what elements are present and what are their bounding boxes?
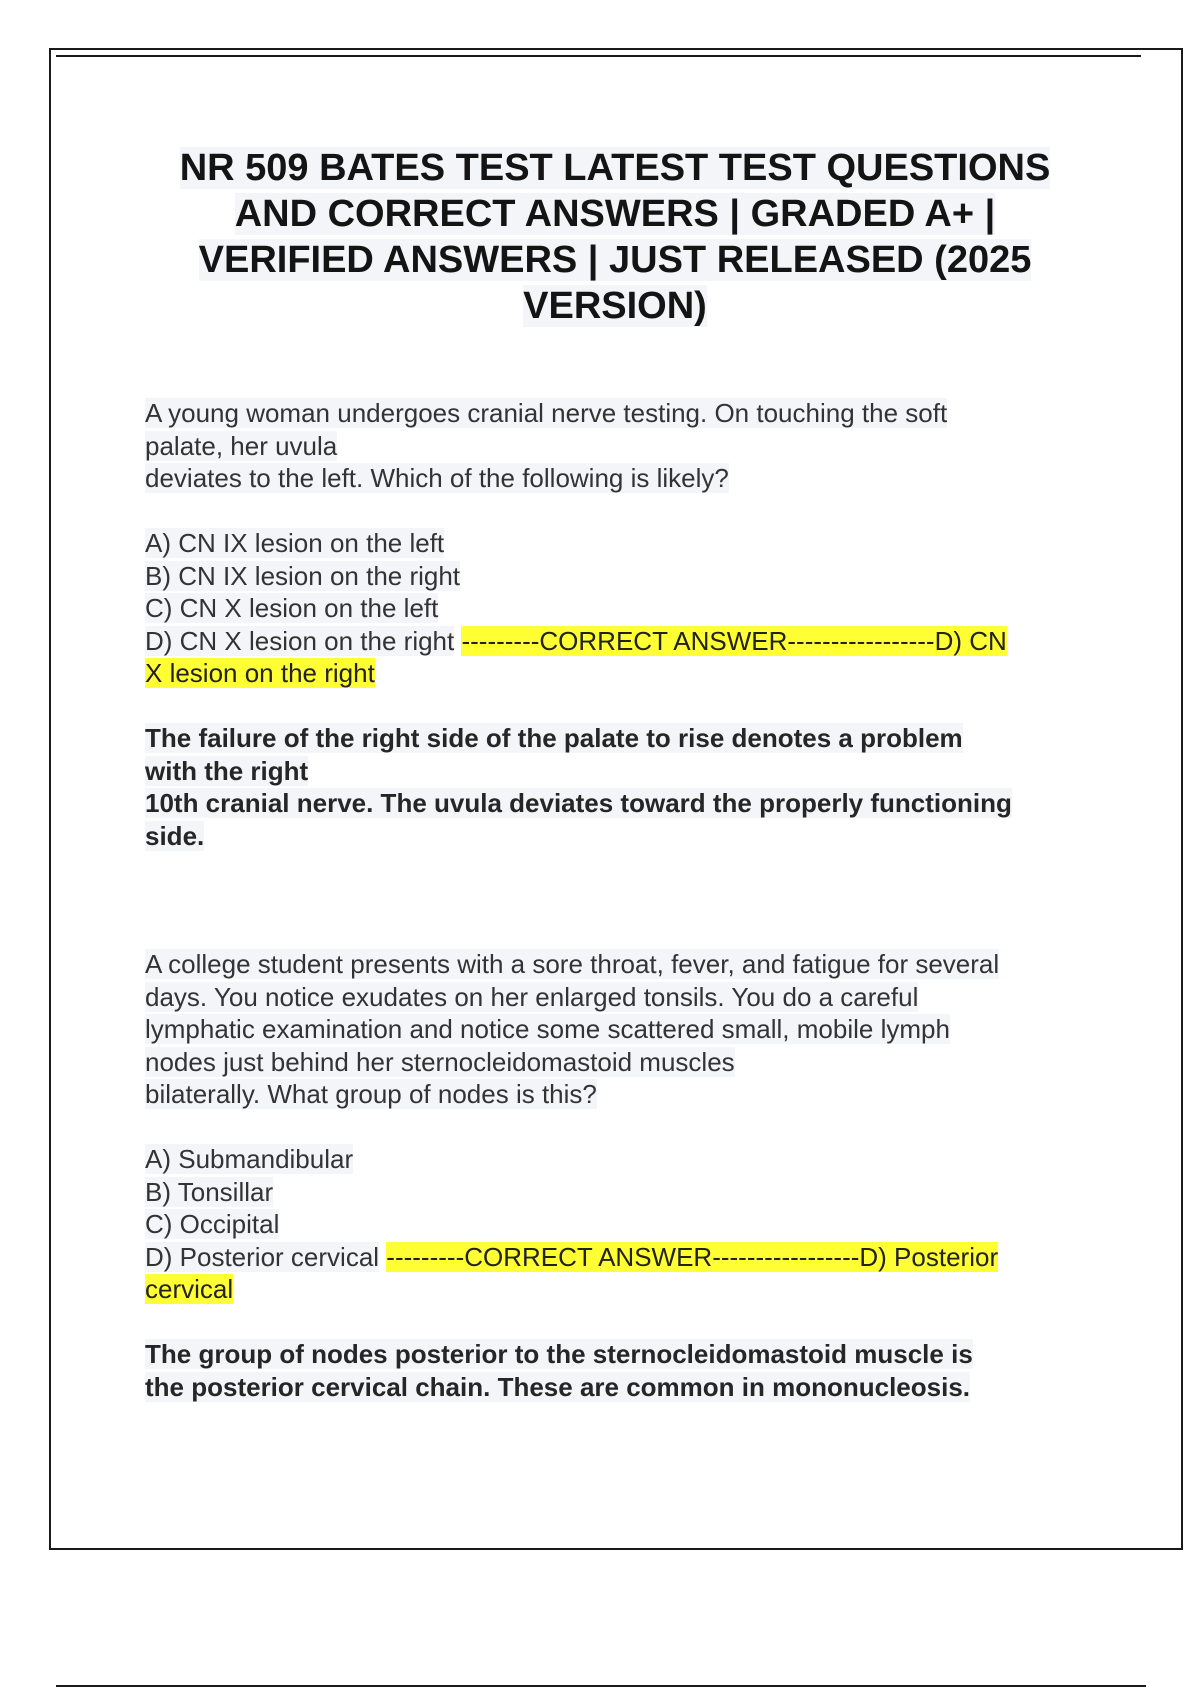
correct-answer-highlight: ---------CORRECT ANSWER-----------------D) Posterior [386,1241,999,1272]
explanation-line: The group of nodes posterior to the sternocleidomastoid muscle is [145,1339,973,1369]
title-line: VERIFIED ANSWERS | JUST RELEASED (2025 [198,239,1032,281]
answer-option: A) Submandibular [145,1144,354,1174]
explanation-line: the posterior cervical chain. These are common in mononucleosis. [145,1371,971,1402]
bottom-rule [56,1685,1146,1687]
question-stem-line: A college student presents with a sore throat, fever, and fatigue for several [145,949,1000,979]
question-2 [145,948,1090,1403]
question-stem-line: lymphatic examination and notice some scattered small, mobile lymph [145,1014,950,1044]
question-stem-line: bilaterally. What group of nodes is this? [145,1079,597,1109]
explanation-line: The failure of the right side of the palate to rise denotes a problem [145,723,963,753]
answer-option: D) CN X lesion on the right [145,625,455,656]
question-1 [145,397,1090,852]
answer-option: C) Occipital [145,1209,280,1239]
title-line: AND CORRECT ANSWERS | GRADED A+ | [234,193,996,235]
correct-answer-highlight: X lesion on the right [145,658,375,688]
question-stem-line: A young woman undergoes cranial nerve testing. On touching the soft [145,398,948,428]
question-stem-line: palate, her uvula [145,430,338,461]
question-stem-line: days. You notice exudates on her enlarged tonsils. You do a careful [145,981,919,1012]
correct-answer-highlight: ---------CORRECT ANSWER-----------------D) CN [461,625,1007,656]
correct-answer-highlight: cervical [145,1274,234,1304]
explanation-line: 10th cranial nerve. The uvula deviates toward the properly functioning [145,788,1012,818]
answer-option: B) Tonsillar [145,1176,274,1207]
title-line: VERSION) [523,285,707,327]
explanation-line: side. [145,820,205,851]
title-line: NR 509 BATES TEST LATEST TEST QUESTIONS [179,147,1051,189]
document-title [150,145,1080,329]
answer-option: D) Posterior cervical [145,1241,380,1272]
explanation-line: with the right [145,755,309,786]
question-stem-line: nodes just behind her sternocleidomastoid muscles [145,1046,735,1077]
question-stem-line: deviates to the left. Which of the following is likely? [145,463,729,493]
answer-option: A) CN IX lesion on the left [145,528,445,558]
answer-option: B) CN IX lesion on the right [145,560,461,591]
answer-option: C) CN X lesion on the left [145,593,439,623]
